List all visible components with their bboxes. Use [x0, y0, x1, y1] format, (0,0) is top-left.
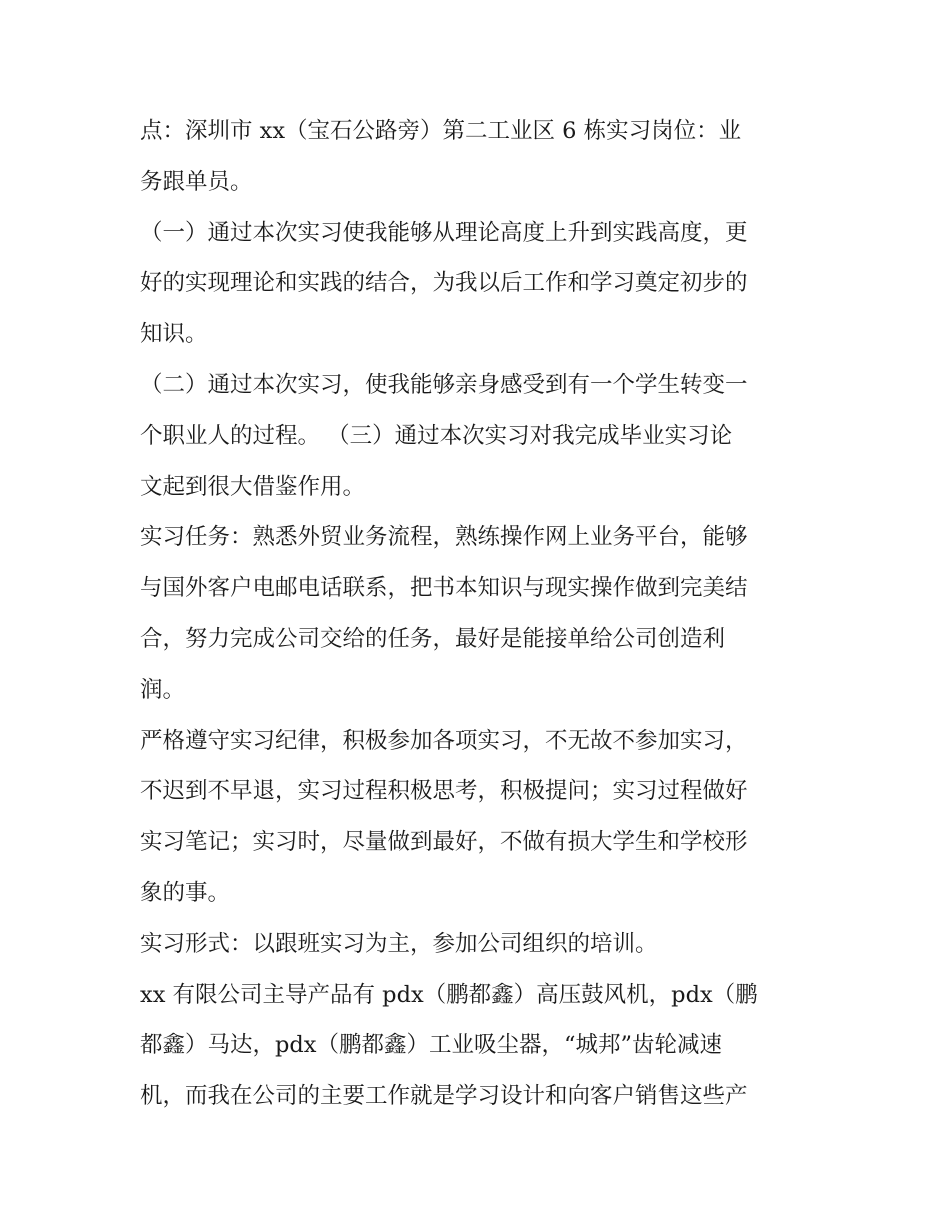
- text-line: 实习形式：以跟班实习为主，参加公司组织的培训。: [140, 930, 658, 957]
- text-line: 知识。: [140, 321, 208, 348]
- text-line: （一）通过本次实习使我能够从理论高度上升到实践高度，更: [140, 219, 748, 246]
- text-line: 好的实现理论和实践的结合，为我以后工作和学习奠定初步的: [140, 270, 748, 297]
- text-line: 实习任务：熟悉外贸业务流程，熟练操作网上业务平台，能够: [140, 524, 748, 551]
- text-line: xx 有限公司主导产品有 pdx（鹏都鑫）高压鼓风机，pdx（鹏: [140, 981, 758, 1008]
- text-line: 象的事。: [140, 879, 231, 906]
- text-line: 合，努力完成公司交给的任务，最好是能接单给公司创造利: [140, 625, 726, 652]
- text-line: 点：深圳市 xx（宝石公路旁）第二工业区 6 栋实习岗位：业: [140, 118, 742, 144]
- text-line: 务跟单员。: [140, 168, 253, 195]
- text-line: 文起到很大借鉴作用。: [140, 473, 366, 500]
- text-line: 都鑫）马达，pdx（鹏都鑫）工业吸尘器，“城邦”齿轮减速: [140, 1032, 723, 1059]
- text-line: 不迟到不早退，实习过程积极思考，积极提问；实习过程做好: [140, 778, 748, 805]
- text-line: 实习笔记；实习时，尽量做到最好，不做有损大学生和学校形: [140, 829, 748, 856]
- text-line: 个职业人的过程。 （三）通过本次实习对我完成毕业实习论: [140, 422, 733, 449]
- text-line: 机，而我在公司的主要工作就是学习设计和向客户销售这些产: [140, 1083, 748, 1110]
- text-line: 润。: [140, 676, 186, 703]
- text-line: （二）通过本次实习，使我能够亲身感受到有一个学生转变一: [140, 371, 748, 398]
- text-line: 严格遵守实习纪律，积极参加各项实习，不无故不参加实习，: [140, 727, 748, 754]
- text-line: 与国外客户电邮电话联系，把书本知识与现实操作做到完美结: [140, 575, 748, 602]
- document-body: [140, 106, 820, 1122]
